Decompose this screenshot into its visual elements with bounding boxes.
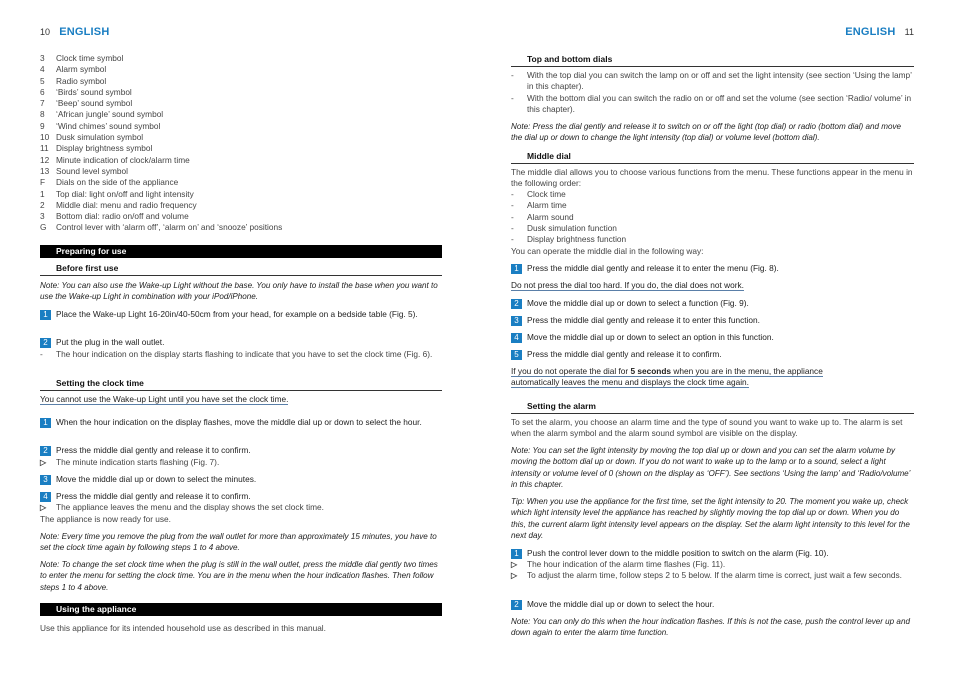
clock-bullet-1	[40, 457, 442, 468]
step-text: Move the middle dial up or down to select an option in this function.	[527, 332, 774, 342]
note-change-clock: Note: To change the set clock time when the plug is still in the wall outlet, press the middle dial gently two times to enter the menu for setting the clock time. You are in the menu when the hour indication flashes. Then follow steps 1 to 4 above.	[40, 560, 438, 592]
legend-item	[40, 143, 442, 154]
alarm-bullet-2	[511, 570, 914, 581]
legend-number: 2	[40, 199, 45, 210]
list-item-text: Alarm sound	[527, 211, 574, 222]
dash-mark: -	[511, 234, 514, 245]
clock-step-4	[40, 491, 442, 502]
warning-text: Do not press the dial too hard. If you do, the dial does not work.	[511, 280, 744, 290]
alarm-step-2	[511, 599, 914, 610]
subheading-before-first-use: Before first use	[40, 262, 442, 276]
legend-item	[40, 166, 442, 177]
step-text: Put the plug in the wall outlet.	[56, 337, 165, 347]
bullet-text: The hour indication of the alarm time flashes (Fig. 11).	[527, 559, 726, 569]
warning-bold: 5 seconds	[630, 366, 672, 376]
left-page	[40, 0, 442, 677]
step-1-place	[40, 309, 442, 320]
section-heading-preparing: Preparing for use	[40, 245, 442, 258]
step-number: 5	[511, 350, 522, 360]
step-text: Press the middle dial gently and release it to enter this function.	[527, 315, 760, 325]
legend-item	[40, 200, 442, 211]
bullet-text: The appliance leaves the menu and the display shows the set clock time.	[56, 502, 324, 512]
list-item	[511, 223, 914, 234]
legend-text: ‘Wind chimes’ sound symbol	[56, 120, 161, 131]
step-text: Place the Wake-up Light 16-20in/40-50cm from your head, for example on a bedside table (Fig. 5).	[56, 309, 418, 319]
middle-step-3	[511, 315, 914, 326]
legend-number: 6	[40, 86, 45, 97]
section-heading-using: Using the appliance	[40, 603, 442, 616]
step-text: Press the middle dial gently and release it to confirm.	[56, 491, 251, 501]
legend-item	[40, 177, 442, 188]
legend-text: ‘African jungle’ sound symbol	[56, 109, 164, 120]
step-number: 1	[511, 264, 522, 274]
list-item-text: Dusk simulation function	[527, 222, 617, 233]
dash-mark: -	[511, 211, 514, 222]
legend-item	[40, 211, 442, 222]
dash-text: With the top dial you can switch the lamp on or off and set the light intensity (see section ‘Using the lamp’ in this chapter).	[527, 70, 912, 92]
clock-step-1	[40, 417, 442, 428]
legend-number: 3	[40, 211, 45, 222]
dash-mark: -	[511, 93, 514, 103]
dials-dash-2	[511, 93, 914, 116]
legend-item	[40, 189, 442, 200]
legend-text: Dusk simulation symbol	[56, 132, 144, 143]
legend-number: 13	[40, 165, 50, 176]
step-number: 4	[40, 492, 51, 502]
alarm-intro: To set the alarm, you choose an alarm time and the type of sound you want to wake up to. The alarm is set when the alarm symbol and the alarm sound symbol are visible on the display.	[511, 417, 903, 439]
warning-text: You cannot use the Wake-up Light until you have set the clock time.	[40, 394, 289, 404]
list-item	[511, 189, 914, 200]
legend-text: Minute indication of clock/alarm time	[56, 154, 190, 165]
list-item-text: Display brightness function	[527, 234, 627, 245]
legend-number: 7	[40, 98, 45, 109]
warning-text	[511, 366, 823, 388]
middle-timeout-warning	[511, 366, 870, 389]
right-header	[845, 26, 914, 38]
list-item	[511, 200, 914, 211]
page-number: 11	[904, 27, 914, 37]
dash-mark: -	[511, 70, 514, 80]
step-number: 2	[40, 446, 51, 456]
legend-item	[40, 64, 442, 75]
language-label: ENGLISH	[845, 26, 896, 38]
step-text: When the hour indication on the display flashes, move the middle dial up or down to select the hour.	[56, 417, 422, 427]
subheading-setting-alarm: Setting the alarm	[511, 400, 914, 414]
legend-text: Radio symbol	[56, 75, 107, 86]
step-number: 2	[40, 338, 51, 348]
list-item	[511, 234, 914, 245]
legend-number: 10	[40, 132, 50, 143]
step-text: Move the middle dial up or down to select the minutes.	[56, 474, 257, 484]
step-number: 1	[511, 549, 522, 559]
legend-text: Sound level symbol	[56, 165, 128, 176]
clock-bullet-2	[40, 502, 442, 513]
middle-step-5	[511, 349, 914, 360]
step-number: 4	[511, 333, 522, 343]
step-number: 1	[40, 418, 51, 428]
page-number: 10	[40, 27, 51, 37]
step-text: Move the middle dial up or down to select a function (Fig. 9).	[527, 298, 749, 308]
alarm-tip: Tip: When you use the appliance for the first time, set the light intensity to 20. The moment you wake up, check which light intensity level the appliance has reached by slightly moving the top dial up or down. When you do this, the current alarm light intensity level appears on the display. Set the alarm light intensity to this level for the next day.	[511, 497, 910, 540]
legend-list	[40, 53, 442, 234]
middle-warning	[511, 280, 914, 291]
legend-number: 12	[40, 154, 50, 165]
dash-text: The hour indication on the display starts flashing to indicate that you have to set the clock time (Fig. 6).	[56, 349, 433, 359]
dash-item	[40, 349, 442, 360]
legend-number: G	[40, 222, 47, 233]
dash-mark: -	[511, 189, 514, 199]
bullet-arrow-icon: ▷	[40, 458, 47, 467]
legend-number: 9	[40, 120, 45, 131]
step-number: 2	[511, 299, 522, 309]
legend-item	[40, 155, 442, 166]
legend-text: Control lever with ‘alarm off’, ‘alarm on’ and ‘snooze’ positions	[56, 222, 283, 233]
list-item-text: Clock time	[527, 189, 566, 199]
middle-step-1	[511, 263, 914, 274]
dash-text: With the bottom dial you can switch the radio on or off and set the volume (see section ‘Radio/ volume’ in this chapter).	[527, 93, 912, 115]
middle-intro: The middle dial allows you to choose various functions from the menu. These functions appear in the menu in the following order:	[511, 167, 913, 189]
legend-text: Dials on the side of the appliance	[56, 177, 179, 188]
note-base: Note: You can also use the Wake-up Light without the base. You only have to install the base when you want to use the Wake-up Light in combination with your iPod/iPhone.	[40, 281, 438, 302]
using-text: Use this appliance for its intended household use as described in this manual.	[40, 623, 326, 633]
clock-step-2	[40, 445, 442, 456]
legend-number: F	[40, 177, 46, 188]
legend-text: ‘Beep’ sound symbol	[56, 98, 133, 109]
list-item-text: Alarm time	[527, 200, 567, 211]
language-label: ENGLISH	[59, 26, 110, 38]
left-header	[40, 26, 109, 38]
ready-text: The appliance is now ready for use.	[40, 514, 171, 524]
legend-text: Display brightness symbol	[56, 143, 153, 154]
legend-number: 1	[40, 188, 45, 199]
step-2-plug	[40, 337, 442, 348]
middle-operate: You can operate the middle dial in the following way:	[511, 246, 704, 256]
step-text: Press the middle dial gently and release it to enter the menu (Fig. 8).	[527, 263, 779, 273]
middle-step-4	[511, 332, 914, 343]
legend-text: ‘Birds’ sound symbol	[56, 86, 132, 97]
dash-mark: -	[40, 349, 43, 359]
legend-number: 11	[40, 143, 49, 154]
alarm-bullet-1	[511, 559, 914, 570]
legend-number: 8	[40, 109, 45, 120]
legend-text: Clock time symbol	[56, 53, 124, 63]
step-number: 3	[40, 475, 51, 485]
alarm-note-2: Note: You can only do this when the hour indication flashes. If this is not the case, push the control lever up and down again to enter the alarm time function.	[511, 617, 910, 638]
step-text: Move the middle dial up or down to select the hour.	[527, 599, 715, 609]
bullet-text: The minute indication starts flashing (Fig. 7).	[56, 457, 220, 467]
step-number: 3	[511, 316, 522, 326]
legend-text: Alarm symbol	[56, 64, 107, 75]
step-number: 1	[40, 310, 51, 320]
list-item	[511, 212, 914, 223]
step-text: Press the middle dial gently and release it to confirm.	[527, 349, 722, 359]
legend-text: Top dial: light on/off and light intensity	[56, 188, 194, 199]
dials-note: Note: Press the dial gently and release it to switch on or off the light (top dial) or radio (bottom dial) and move the dial up or down to change the light intensity (top dial) or volume level (bottom dial).	[511, 122, 902, 143]
subheading-top-bottom-dials: Top and bottom dials	[511, 53, 914, 67]
subheading-middle-dial: Middle dial	[511, 150, 914, 164]
legend-item	[40, 222, 442, 233]
legend-item	[40, 121, 442, 132]
legend-item	[40, 53, 442, 64]
legend-text: Bottom dial: radio on/off and volume	[56, 211, 189, 222]
legend-text: Middle dial: menu and radio frequency	[56, 199, 197, 210]
legend-item	[40, 76, 442, 87]
bullet-arrow-icon: ▷	[511, 571, 518, 580]
step-number: 2	[511, 600, 522, 610]
legend-item	[40, 132, 442, 143]
legend-number: 3	[40, 53, 45, 63]
alarm-note: Note: You can set the light intensity by moving the top dial up or down and you can set the alarm volume by moving the bottom dial up or down. If you do not want to wake up to the lamp or to a sound, select a light intensity or volume level of 0 (shown on the display as ‘OFF’). See sections ‘Using the lamp’ and ‘Radio/volume’ in this chapter.	[511, 446, 911, 489]
subheading-setting-clock: Setting the clock time	[40, 377, 442, 391]
alarm-step-1	[511, 548, 914, 559]
middle-function-list	[511, 189, 914, 245]
dials-dash-1	[511, 70, 914, 93]
warning-part: when you are in the menu, the appliance automatically leaves the menu and displays the clock time again.	[511, 366, 823, 388]
clock-warning	[40, 394, 442, 405]
middle-step-2	[511, 298, 914, 309]
right-page	[511, 0, 914, 677]
legend-number: 5	[40, 75, 45, 86]
dash-mark: -	[511, 200, 514, 211]
legend-number: 4	[40, 64, 45, 75]
bullet-arrow-icon: ▷	[40, 503, 47, 512]
step-text: Press the middle dial gently and release it to confirm.	[56, 445, 251, 455]
legend-item	[40, 98, 442, 109]
dash-mark: -	[511, 222, 514, 233]
legend-item	[40, 87, 442, 98]
note-unplug: Note: Every time you remove the plug from the wall outlet for more than approximately 15 minutes, you have to set the clock time again by following steps 1 to 4 above.	[40, 532, 437, 553]
warning-part: If you do not operate the dial for	[511, 366, 631, 376]
clock-step-3	[40, 474, 442, 485]
bullet-text: To adjust the alarm time, follow steps 2 to 5 below. If the alarm time is correct, just wait a few seconds.	[527, 570, 902, 580]
bullet-arrow-icon: ▷	[511, 560, 518, 569]
step-text: Push the control lever down to the middle position to switch on the alarm (Fig. 10).	[527, 548, 829, 558]
legend-item	[40, 109, 442, 120]
